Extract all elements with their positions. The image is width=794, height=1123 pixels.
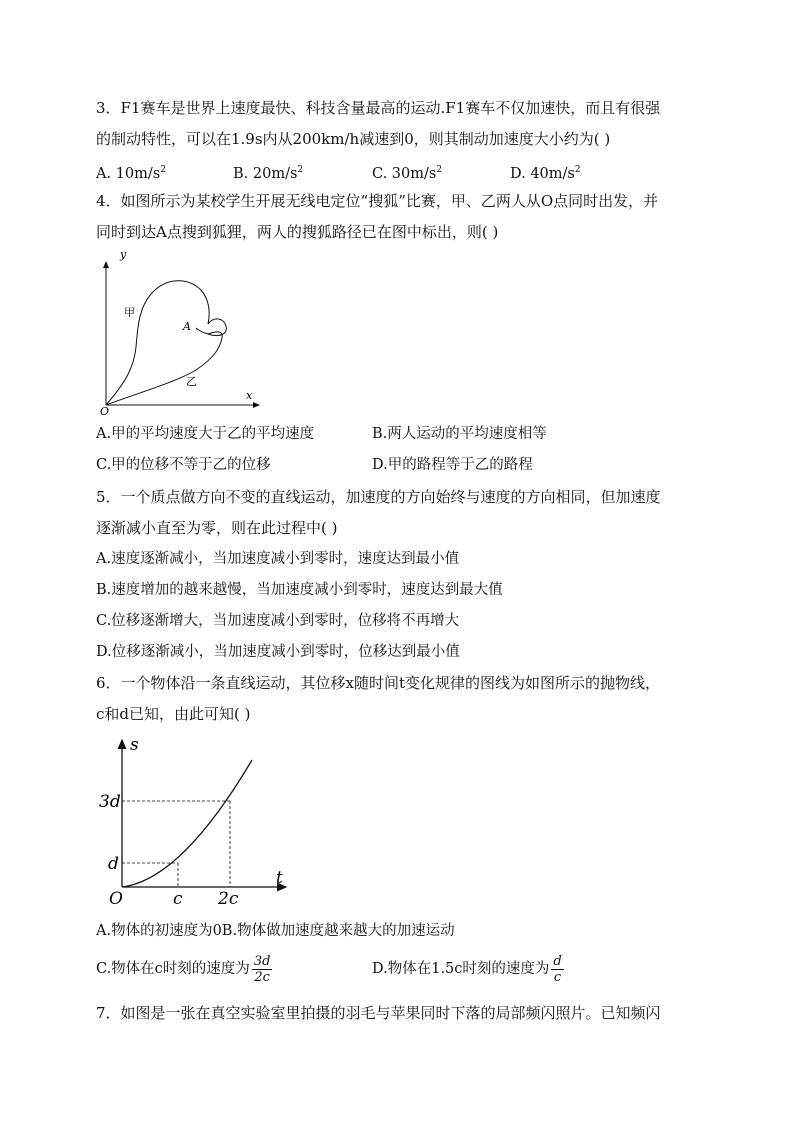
q5-line2: 逐渐减小直至为零，则在此过程中( ) (96, 519, 338, 537)
path-yi (106, 332, 222, 405)
q4-option-b[interactable]: B.两人运动的平均速度相等 (372, 426, 547, 442)
q4-line2: 同时到达A点搜到狐狸，两人的搜狐路径已在图中标出，则( ) (96, 223, 499, 241)
origin-o-label: O (109, 889, 123, 909)
q6-option-c[interactable]: C.物体在c时刻的速度为 $\frac{3d}{2c}$ (96, 953, 271, 985)
x-axis-label: x (246, 389, 253, 402)
tick-c-label: c (173, 889, 183, 909)
path-yi-label: 乙 (186, 375, 197, 388)
q6-option-d[interactable]: D.物体在1.5c时刻的速度为 $\frac{d}{c}$ (372, 953, 562, 985)
tick-d-label: d (108, 854, 119, 874)
q3-option-d[interactable]: D. $40m/s^2$ (510, 165, 581, 182)
fraction-3d-over-2c: $\frac{3d}{2c}$ (253, 953, 271, 985)
point-a-label: A (183, 320, 191, 333)
q3-line2: 的制动特性，可以在1.9s内从200km/h减速到0，则其制动加速度大小约为( ) (96, 130, 611, 148)
y-axis-label: y (120, 252, 127, 261)
origin-label: O (100, 405, 110, 418)
fraction-d-over-c: $\frac{d}{c}$ (553, 953, 562, 985)
q4-path-figure (96, 252, 271, 420)
q6-parabola-figure (96, 730, 296, 910)
q6-line1: 6．一个物体沿一条直线运动，其位移x随时间t变化规律的图线为如图所示的抛物线， (96, 674, 661, 692)
q4-line1: 4．如图所示为某校学生开展无线电定位“搜狐”比赛，甲、乙两人从O点同时出发，并 (96, 192, 659, 210)
s-axis-label: s (130, 735, 139, 755)
q3-option-a[interactable]: A. $10m/s^2$ (96, 165, 166, 182)
t-axis-label: t (276, 868, 283, 888)
q5-option-a[interactable]: A.速度逐渐减小，当加速度减小到零时，速度达到最小值 (96, 551, 460, 567)
q7-line1: 7．如图是一张在真空实验室里拍摄的羽毛与苹果同时下落的局部频闪照片。已知频闪 (96, 1004, 661, 1022)
q3-line1: 3．F1赛车是世界上速度最快、科技含量最高的运动.F1赛车不仅加速快，而且有很强 (96, 99, 661, 117)
q6-line2: c和d已知，由此可知( ) (96, 705, 251, 723)
tick-3d-label: 3d (99, 792, 121, 812)
q5-option-d[interactable]: D.位移逐渐减小，当加速度减小到零时，位移达到最小值 (96, 644, 460, 660)
q3-option-b[interactable]: B. $20m/s^2$ (233, 165, 304, 182)
tick-2c-label: 2c (218, 889, 239, 909)
q5-line1: 5．一个质点做方向不变的直线运动，加速度的方向始终与速度的方向相同，但加速度 (96, 488, 661, 506)
q5-option-c[interactable]: C.位移逐渐增大，当加速度减小到零时，位移将不再增大 (96, 613, 460, 629)
q4-option-c[interactable]: C.甲的位移不等于乙的位移 (96, 457, 271, 473)
path-jia (106, 281, 226, 405)
q5-option-b[interactable]: B.速度增加的越来越慢，当加速度减小到零时，速度达到最大值 (96, 582, 503, 598)
q4-option-a[interactable]: A.甲的平均速度大于乙的平均速度 (96, 426, 315, 442)
path-jia-label: 甲 (124, 306, 135, 319)
q3-option-c[interactable]: C. $30m/s^2$ (372, 165, 443, 182)
q6-option-ab[interactable]: A.物体的初速度为0B.物体做加速度越来越大的加速运动 (96, 923, 455, 939)
parabola-curve (122, 760, 252, 887)
q4-option-d[interactable]: D.甲的路程等于乙的路程 (372, 457, 533, 473)
